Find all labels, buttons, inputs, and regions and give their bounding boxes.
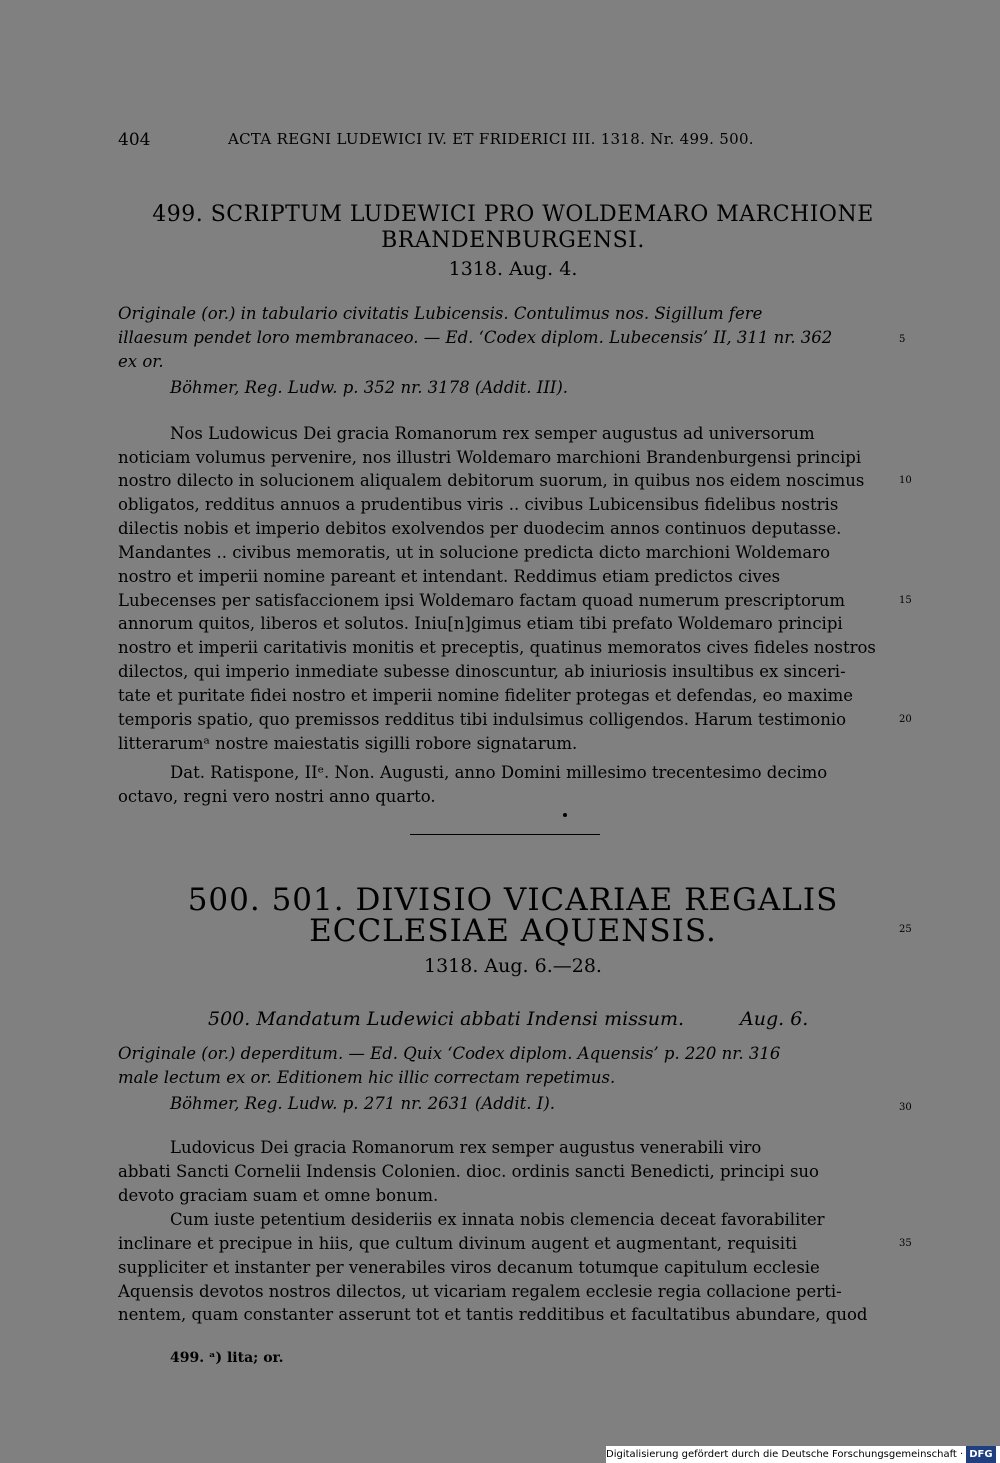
doc-500-text-line: inclinare et precipue in hiis, que cultum divinum augent et augmentant, requisiti — [118, 1234, 797, 1253]
doc-500-source-line: Originale (or.) deperditum. — Ed. Quix ‘Codex diplom. Aquensis’ p. 220 nr. 316 — [118, 1044, 781, 1063]
line-number: 30 — [899, 1102, 912, 1113]
line-number: 25 — [899, 924, 912, 935]
digitization-credit-text: Digitalisierung gefördert durch die Deutsche Forschungsgemeinschaft · — [606, 1449, 964, 1460]
dfg-logo: DFG — [966, 1446, 995, 1463]
doc-499-text-line: temporis spatio, quo premissos redditus tibi indulsimus colligendos. Harum testimonio — [118, 710, 847, 729]
doc-499-source-line: Originale (or.) in tabulario civitatis Lubicensis. Contulimus nos. Sigillum fere — [118, 304, 763, 323]
line-number: 5 — [899, 334, 906, 345]
doc-500-text-line: nentem, quam constanter asserunt tot et tantis redditibus et facultatibus abundare, quod — [118, 1305, 868, 1324]
doc-499-text-line: Lubecenses per satisfaccionem ipsi Woldemaro factam quoad numerum prescriptorum — [118, 591, 846, 610]
doc-499-source-line: ex or. — [118, 352, 164, 371]
doc-499-title-line1: 499. SCRIPTUM LUDEWICI PRO WOLDEMARO MARCHIONE — [152, 202, 874, 227]
doc-499-title-line2: BRANDENBURGENSI. — [381, 228, 645, 253]
doc-500-text-line: Aquensis devotos nostros dilectos, ut vicariam regalem ecclesie regia collacione perti- — [118, 1282, 842, 1301]
line-number: 35 — [899, 1238, 912, 1249]
running-title: ACTA REGNI LUDEWICI IV. ET FRIDERICI III. 1318. Nr. 499. 500. — [228, 130, 754, 148]
doc-499-text-line: dilectis nobis et imperio debitos exolvendos per duodecim annos continuos deputasse. — [118, 519, 842, 538]
doc-499-dating-line: octavo, regni vero nostri anno quarto. — [118, 787, 436, 806]
ink-dot — [563, 813, 567, 817]
doc-500-text-line: devoto graciam suam et omne bonum. — [118, 1186, 439, 1205]
doc-499-text-line: dilectos, qui imperio inmediate subesse dinoscuntur, ab iniuriosis insultibus ex sinceri- — [118, 662, 846, 681]
doc-500-text-line: Cum iuste petentium desideriis ex innata nobis clemencia deceat favorabiliter — [170, 1210, 825, 1229]
doc-500-text-line: abbati Sancti Cornelii Indensis Colonien. dioc. ordinis sancti Benedicti, principi suo — [118, 1162, 819, 1181]
footnote: 499. ᵃ) lita; or. — [170, 1350, 284, 1366]
doc-499-text-line: nostro et imperii nomine pareant et intendant. Reddimus etiam predictos cives — [118, 567, 781, 586]
section-divider — [410, 834, 600, 835]
doc-499-dating-line: Dat. Ratispone, IIᵉ. Non. Augusti, anno Domini millesimo trecentesimo decimo — [170, 763, 828, 782]
doc-500-text-line: suppliciter et instanter per venerabiles viros decanum totumque capitulum ecclesie — [118, 1258, 820, 1277]
doc-499-text-line: annorum quitos, liberos et solutos. Iniu[n]gimus etiam tibi prefato Woldemaro principi — [118, 614, 843, 633]
line-number: 15 — [899, 595, 912, 606]
doc-499-date: 1318. Aug. 4. — [448, 258, 578, 280]
doc-499-text-line: nostro et imperii caritativis monitis et preceptis, quatinus memoratos cives fideles nostros — [118, 638, 876, 657]
doc-500-subtitle-date: Aug. 6. — [740, 1008, 809, 1030]
doc-500-source-line: male lectum ex or. Editionem hic illic correctam repetimus. — [118, 1068, 616, 1087]
doc-500-title-line2: ECCLESIAE AQUENSIS. — [309, 913, 717, 949]
doc-500-regest: Böhmer, Reg. Ludw. p. 271 nr. 2631 (Addit. I). — [170, 1094, 555, 1113]
doc-499-text-line: tate et puritate fidei nostro et imperii nomine fideliter protegas et defendas, eo maxime — [118, 686, 854, 705]
doc-499-source-line: illaesum pendet loro membranaceo. — Ed. ‘Codex diplom. Lubecensis’ II, 311 nr. 362 — [118, 328, 833, 347]
doc-499-text-line: Nos Ludowicus Dei gracia Romanorum rex semper augustus ad universorum — [170, 424, 815, 443]
line-number: 10 — [899, 475, 912, 486]
page-number: 404 — [118, 130, 151, 150]
doc-499-text-line: Mandantes .. civibus memoratis, ut in solucione predicta dicto marchioni Woldemaro — [118, 543, 831, 562]
doc-500-text-line: Ludovicus Dei gracia Romanorum rex semper augustus venerabili viro — [170, 1138, 762, 1157]
digitization-credit — [606, 1446, 1000, 1463]
doc-500-title-line1: 500. 501. DIVISIO VICARIAE REGALIS — [187, 882, 839, 918]
doc-499-text-line: nostro dilecto in solucionem aliqualem debitorum suorum, in quibus nos eidem noscimus — [118, 471, 865, 490]
doc-499-text-line: litterarumᵃ nostre maiestatis sigilli robore signatarum. — [118, 734, 578, 753]
doc-500-date: 1318. Aug. 6.—28. — [424, 955, 602, 977]
doc-499-text-line: obligatos, redditus annuos a prudentibus viris .. civibus Lubicensibus fidelibus nostris — [118, 495, 839, 514]
line-number: 20 — [899, 714, 912, 725]
doc-499-regest: Böhmer, Reg. Ludw. p. 352 nr. 3178 (Addit. III). — [170, 378, 569, 397]
doc-499-text-line: noticiam volumus pervenire, nos illustri Woldemaro marchioni Brandenburgensi principi — [118, 448, 862, 467]
doc-500-subtitle: 500. Mandatum Ludewici abbati Indensi missum. — [208, 1008, 685, 1030]
